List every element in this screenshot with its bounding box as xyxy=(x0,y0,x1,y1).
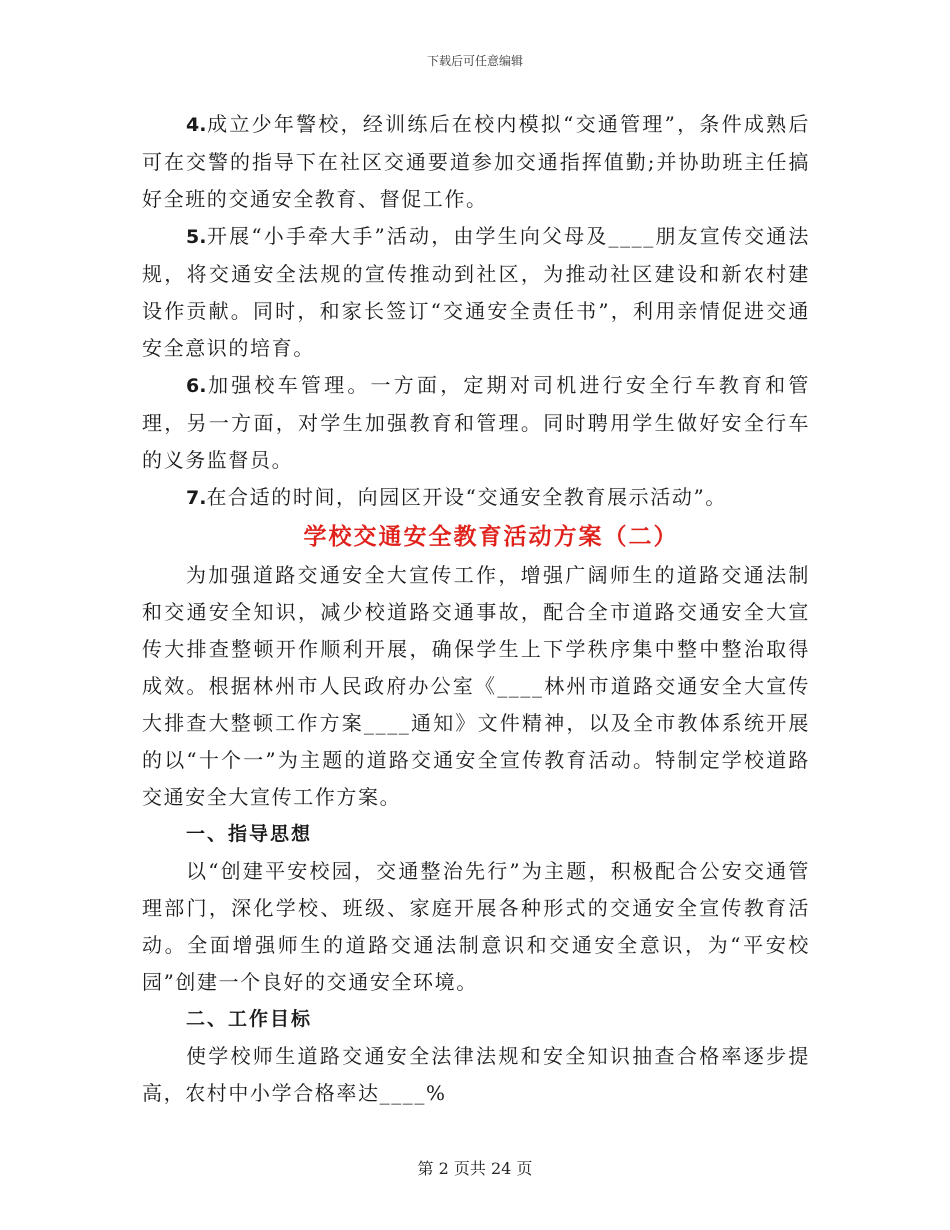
item-text: 开展“小手牵大手”活动，由学生向父母及____朋友宣传交通法规，将交通安全法规的宣传推动到社区，为推动社区建设和新农村建设作贡献。同时，和家长签订“交通安全责任书”，利用亲情促进交通安全意识的培育。 xyxy=(142,224,810,360)
work-goals-paragraph: 使学校师生道路交通安全法律法规和安全知识抽查合格率逐步提高，农村中小学合格率达____% xyxy=(142,1044,810,1105)
page-header: 下载后可任意编辑 xyxy=(426,54,523,68)
page-footer: 第 2 页共 24 页 xyxy=(417,1159,533,1178)
section-title: 学校交通安全教育活动方案（二） xyxy=(303,524,679,550)
intro-paragraph: 为加强道路交通安全大宣传工作，增强广阔师生的道路交通法制和交通安全知识，减少校道路交通事故，配合全市道路交通安全大宣传大排查整顿开作顺利开展，确保学生上下学秩序集中整中整治取得成效。根据林州市人民政府办公室《____林州市道路交通安全大宣传大排查大整顿工作方案____通知》文件精神，以及全市教体系统开展的以“十个一”为主题的道路交通安全宣传教育活动。特制定学校道路交通安全大宣传工作方案。 xyxy=(142,563,810,809)
heading-work-goals: 二、工作目标 xyxy=(186,1008,313,1030)
item-text: 加强校车管理。一方面，定期对司机进行安全行车教育和管理，另一方面，对学生加强教育和管理。同时聘用学生做好安全行车的义务监督员。 xyxy=(142,373,810,472)
item-number: 5. xyxy=(186,226,207,248)
item-number: 7. xyxy=(186,487,207,509)
guiding-ideology-paragraph: 以“创建平安校园，交通整治先行”为主题，积极配合公安交通管理部门，深化学校、班级、家庭开展各种形式的交通安全宣传教育活动。全面增强师生的道路交通法制意识和交通安全意识，为“平安校园”创建一个良好的交通安全环境。 xyxy=(142,859,810,994)
list-item-5 xyxy=(142,218,810,367)
item-text: 成立少年警校，经训练后在校内模拟“交通管理”，条件成熟后可在交警的指导下在社区交通要道参加交通指挥值勤;并协助班主任搞好全班的交通安全教育、督促工作。 xyxy=(142,112,810,211)
list-item-4 xyxy=(142,106,810,218)
item-text: 在合适的时间，向园区开设“交通安全教育展示活动”。 xyxy=(206,485,727,509)
heading-guiding-ideology: 一、指导思想 xyxy=(186,823,313,845)
item-number: 4. xyxy=(186,114,207,136)
item-number: 6. xyxy=(186,375,207,397)
list-item-7 xyxy=(142,479,810,517)
list-item-6 xyxy=(142,367,810,479)
document-body xyxy=(142,106,810,1112)
